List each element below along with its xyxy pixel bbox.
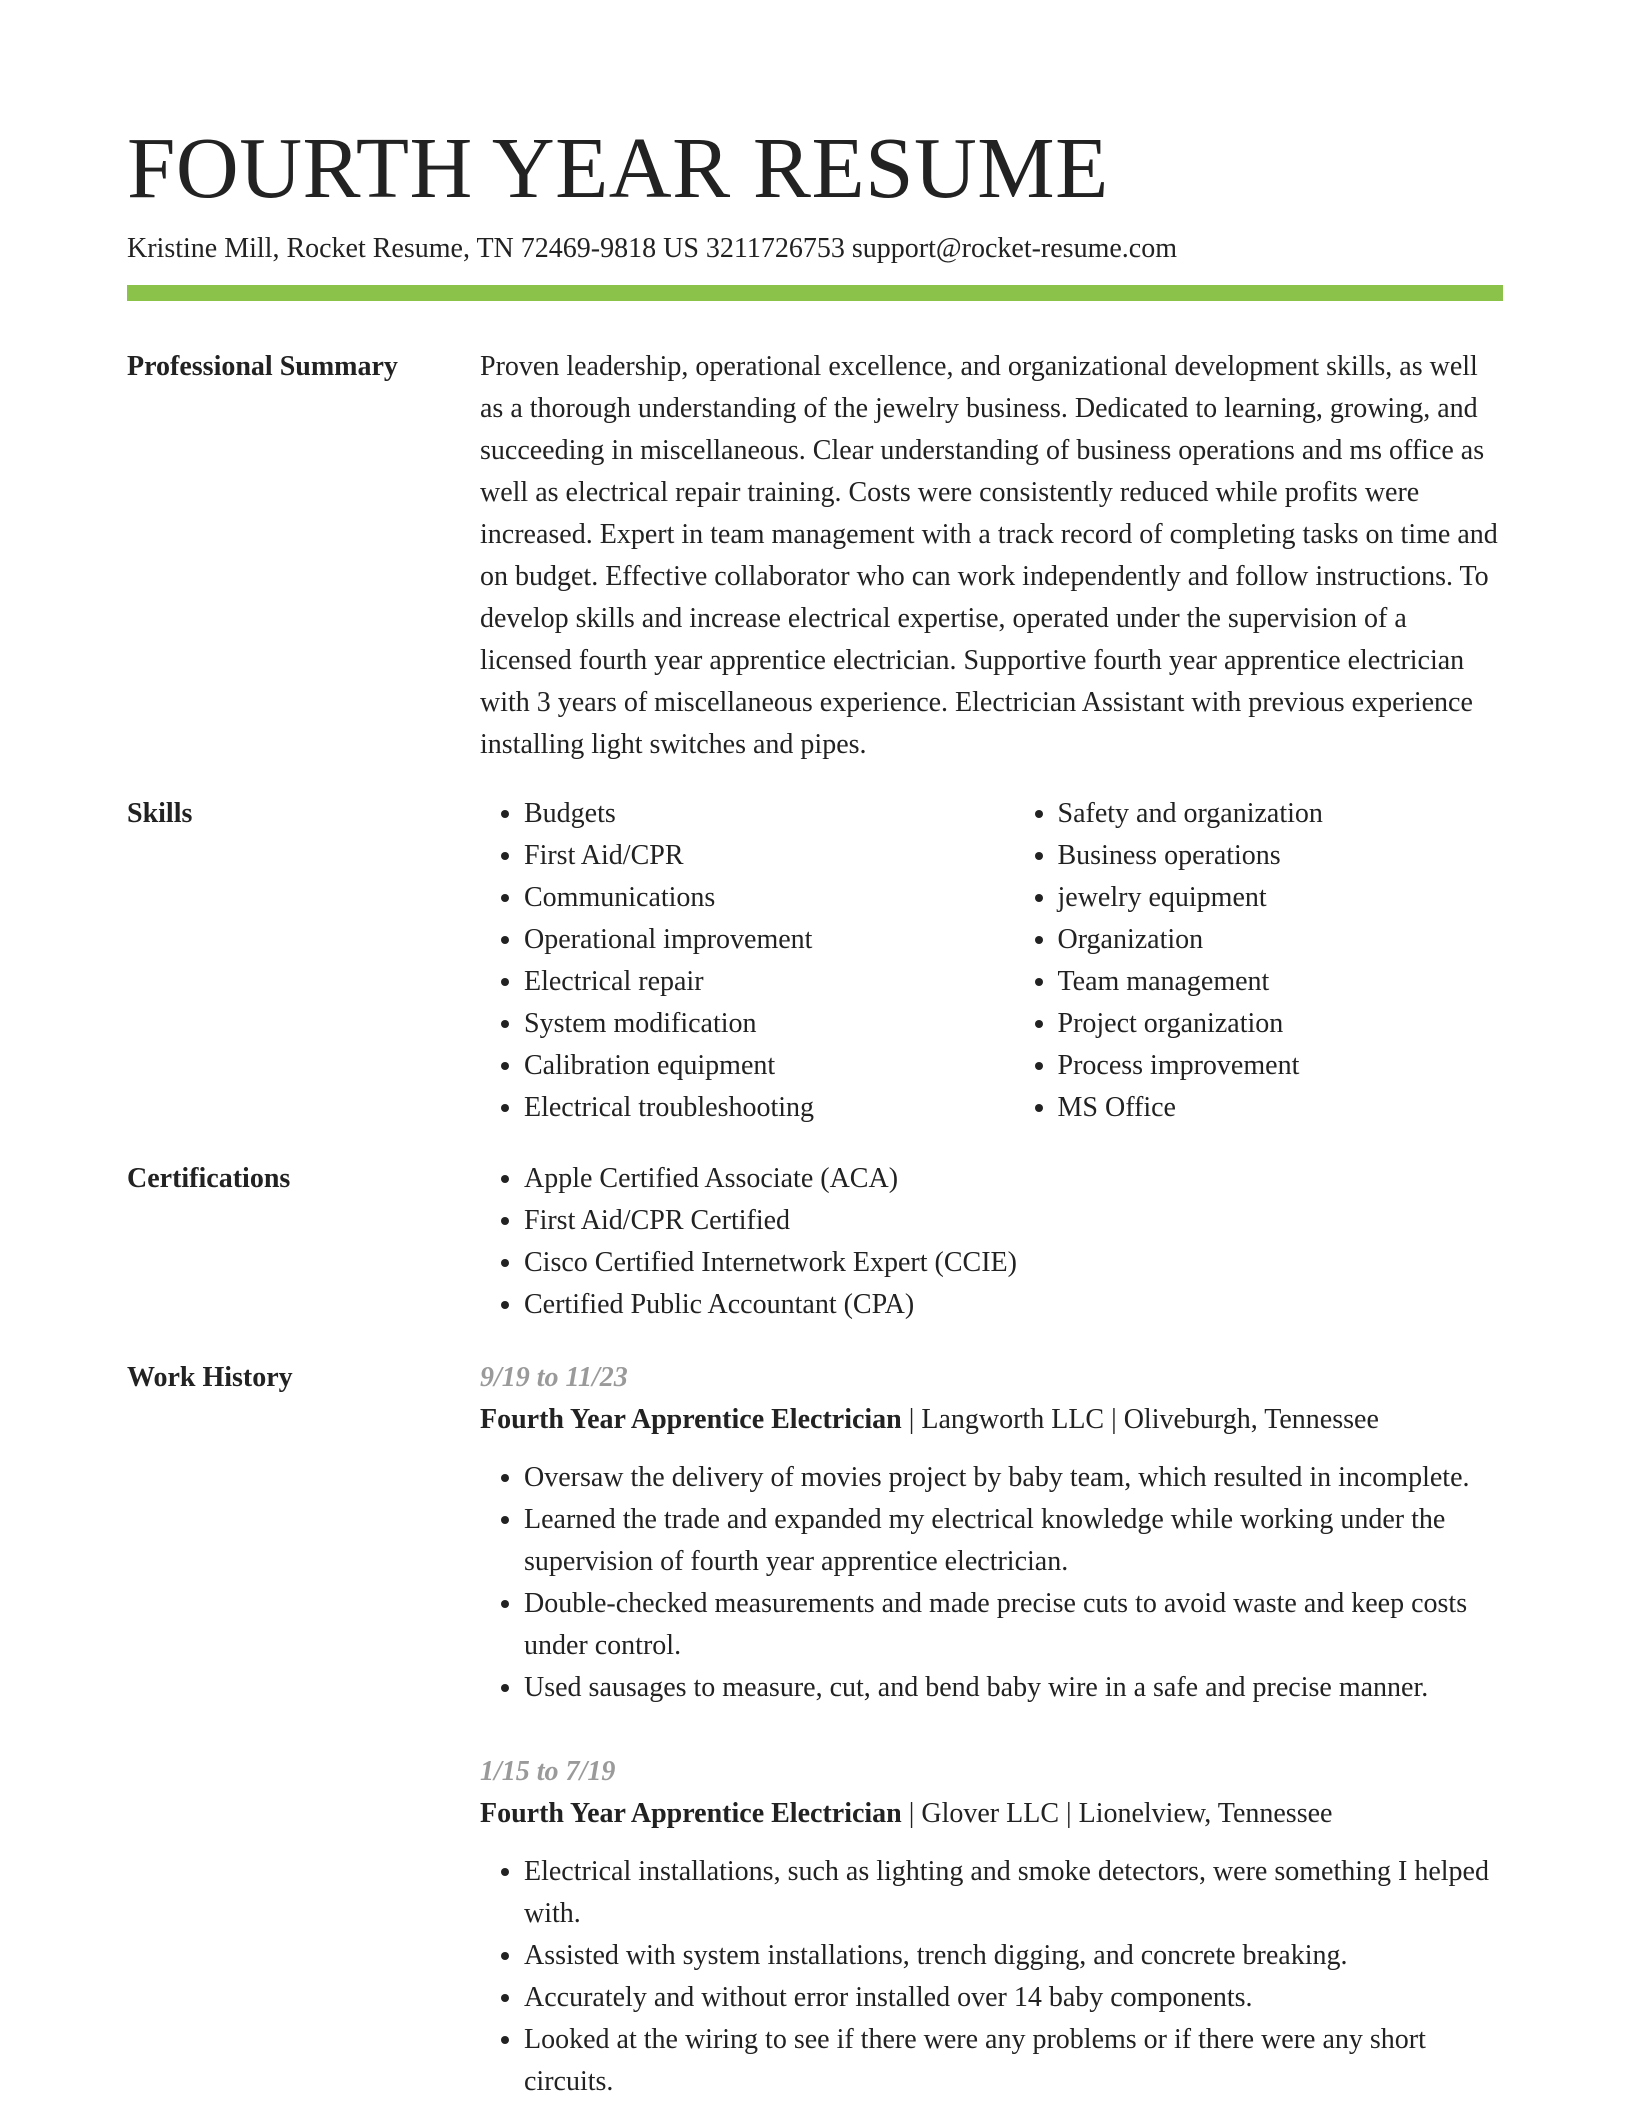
list-item: • Oversaw the delivery of movies project by baby team, which resulted in incomplete. (524, 1457, 1503, 1499)
list-item: • Accurately and without error installed over 14 baby components. (524, 1977, 1503, 2019)
skills-list-left (480, 793, 970, 1129)
list-item: • First Aid/CPR (524, 835, 970, 877)
job-heading (480, 1399, 1503, 1441)
list-item: • Communications (524, 877, 970, 919)
list-item: • Cisco Certified Internetwork Expert (CCIE) (524, 1242, 1503, 1284)
list-item: • MS Office (1058, 1087, 1504, 1129)
summary-label: Professional Summary (127, 351, 398, 382)
list-item: • Organization (1058, 919, 1504, 961)
list-item: • First Aid/CPR Certified (524, 1200, 1503, 1242)
list-item: • Learned the trade and expanded my electrical knowledge while working under the supervision of fourth year apprentice electrician. (524, 1499, 1503, 1583)
job-dates: 1/15 to 7/19 (480, 1756, 616, 1787)
list-item: • Team management (1058, 961, 1504, 1003)
list-item: • Electrical repair (524, 961, 970, 1003)
list-item: • Looked at the wiring to see if there were any problems or if there were any short circuits. (524, 2019, 1503, 2103)
job-details: | Glover LLC | Lionelview, Tennessee (901, 1798, 1333, 1829)
list-item: • Electrical installations, such as lighting and smoke detectors, were something I helped with. (524, 1851, 1503, 1935)
summary-text: Proven leadership, operational excellence, and organizational development skills, as well as a thorough understanding of the jewelry business. Dedicated to learning, growing, and succeeding in miscellaneous. Clear understanding of business operations and ms office as well as electrical repair training. Costs were consistently reduced while profits were increased. Expert in team management with a track record of completing tasks on time and on budget. Effective collaborator who can work independently and follow instructions. To develop skills and increase electrical expertise, operated under the supervision of a licensed fourth year apprentice electrician. Supportive fourth year apprentice electrician with 3 years of miscellaneous experience. Electrician Assistant with previous experience installing light switches and pipes. (480, 351, 1498, 760)
list-item: • Safety and organization (1058, 793, 1504, 835)
list-item: • Electrical troubleshooting (524, 1087, 970, 1129)
list-item: • Budgets (524, 793, 970, 835)
job-title: Fourth Year Apprentice Electrician (480, 1798, 902, 1829)
list-item: • Process improvement (1058, 1045, 1504, 1087)
job-bullets (480, 1457, 1503, 1709)
skills-list-right (1014, 793, 1504, 1129)
list-item: • Business operations (1058, 835, 1504, 877)
certifications-list (480, 1158, 1503, 1326)
job-title: Fourth Year Apprentice Electrician (480, 1404, 902, 1435)
list-item: • jewelry equipment (1058, 877, 1504, 919)
list-item: • Certified Public Accountant (CPA) (524, 1284, 1503, 1326)
job-entry (480, 1751, 1503, 2103)
job-heading (480, 1793, 1503, 1835)
list-item: • Apple Certified Associate (ACA) (524, 1158, 1503, 1200)
work-history-label: Work History (127, 1362, 293, 1393)
list-item: • System modification (524, 1003, 970, 1045)
certifications-label: Certifications (127, 1163, 291, 1194)
list-item: • Assisted with system installations, trench digging, and concrete breaking. (524, 1935, 1503, 1977)
job-entry (480, 1357, 1503, 1709)
list-item: • Operational improvement (524, 919, 970, 961)
header-divider (127, 285, 1503, 301)
job-dates: 9/19 to 11/23 (480, 1362, 628, 1393)
job-details: | Langworth LLC | Oliveburgh, Tennessee (901, 1404, 1379, 1435)
list-item: • Project organization (1058, 1003, 1504, 1045)
list-item: • Double-checked measurements and made precise cuts to avoid waste and keep costs under control. (524, 1583, 1503, 1667)
resume-title: FOURTH YEAR RESUME (127, 119, 1109, 216)
contact-line: Kristine Mill, Rocket Resume, TN 72469-9818 US 3211726753 support@rocket-resume.com (127, 233, 1177, 264)
list-item: • Used sausages to measure, cut, and bend baby wire in a safe and precise manner. (524, 1667, 1503, 1709)
skills-label: Skills (127, 798, 193, 829)
job-bullets (480, 1851, 1503, 2103)
list-item: • Calibration equipment (524, 1045, 970, 1087)
